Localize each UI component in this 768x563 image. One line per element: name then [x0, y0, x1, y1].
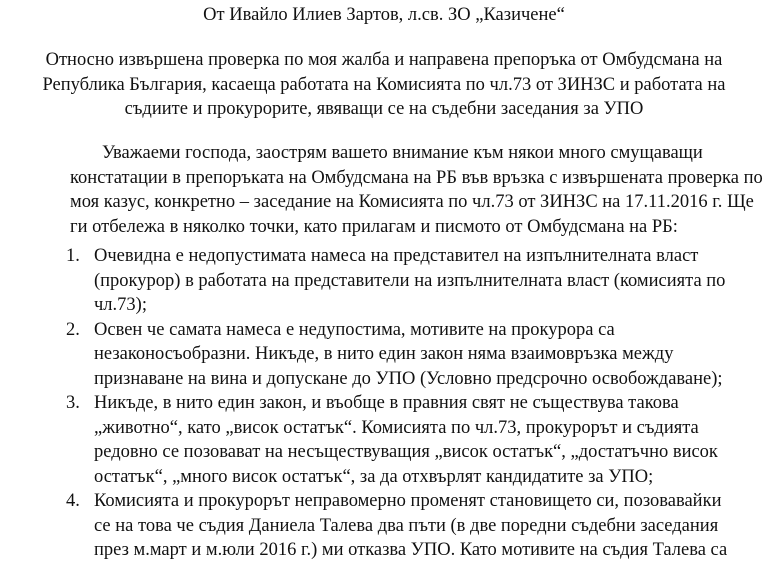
intro-line: моя казус, конкретно – заседание на Комисията по чл.73 от ЗИНЗС на 17.11.2016 г. Ще [70, 192, 754, 212]
sender-line: От Ивайло Илиев Зартов, л.св. ЗО „Казичене“ [203, 5, 565, 25]
list-item-line: „животно“, като „висок остатък“. Комисията по чл.73, прокурорът и съдията [94, 417, 699, 438]
list-item-line: се на това че съдия Даниела Талева два пъти (в две поредни съдебни заседания [94, 515, 719, 536]
numbered-list [66, 244, 756, 563]
list-item-line: редовно се позовават на несъществуващия „висок остатък“, „достатъчно висок [94, 442, 718, 462]
list-item-2 [66, 318, 756, 392]
list-item-1 [66, 244, 756, 318]
subject-line: съдиите и прокурорите, явяващи се на съдебни заседания за УПО [124, 99, 644, 119]
list-item-line: признаване на вина и допускане до УПО (Условно предсрочно освобождаване); [94, 368, 723, 389]
list-item-3 [66, 391, 756, 489]
list-item-4 [66, 489, 756, 563]
list-item-number: 4. [66, 491, 80, 511]
subject-line: Относно извършена проверка по моя жалба и направена препоръка от Омбудсмана на [45, 50, 723, 70]
list-item-line: незаконосъобразни. Никъде, в нито един закон няма взаимовръзка между [94, 344, 674, 364]
list-item-line: (прокурор) в работата на представители на изпълнителната власт (комисията по [94, 270, 726, 291]
subject-line: Република България, касаеща работата на Комисията по чл.73 от ЗИНЗС и работата на [42, 74, 726, 95]
list-item-line: Никъде, в нито един закон, и въобще в правния свят не съществува такова [94, 393, 679, 413]
list-item-line: чл.73); [94, 295, 147, 315]
intro-line: констатации в препоръката на Омбудсмана на РБ във връзка с извършената проверка по [70, 167, 763, 188]
list-item-number: 3. [66, 393, 80, 413]
list-item-number: 1. [66, 246, 80, 266]
subject-block [0, 48, 768, 122]
list-item-line: Освен че самата намеса е недупостима, мотивите на прокурора са [94, 319, 615, 340]
list-item-number: 2. [66, 319, 80, 340]
intro-paragraph [70, 141, 763, 239]
list-item-line: Комисията и прокурорът неправомерно променят становището си, позовавайки [94, 491, 722, 511]
list-item-line: през м.март и м.юли 2016 г.) ми отказва УПО. Като мотивите на съдия Талева са [94, 540, 728, 560]
list-item-line: остатък“, „много висок остатък“, за да отхвърлят кандидатите за УПО; [94, 466, 654, 487]
intro-line: Уважаеми господа, заострям вашето внимание към някои много смущаващи [102, 143, 703, 163]
intro-line: ги отбележа в няколко точки, като прилагам и писмото от Омбудсмана на РБ: [70, 216, 678, 237]
list-item-line: Очевидна е недопустимата намеса на представител на изпълнителната власт [94, 246, 699, 266]
